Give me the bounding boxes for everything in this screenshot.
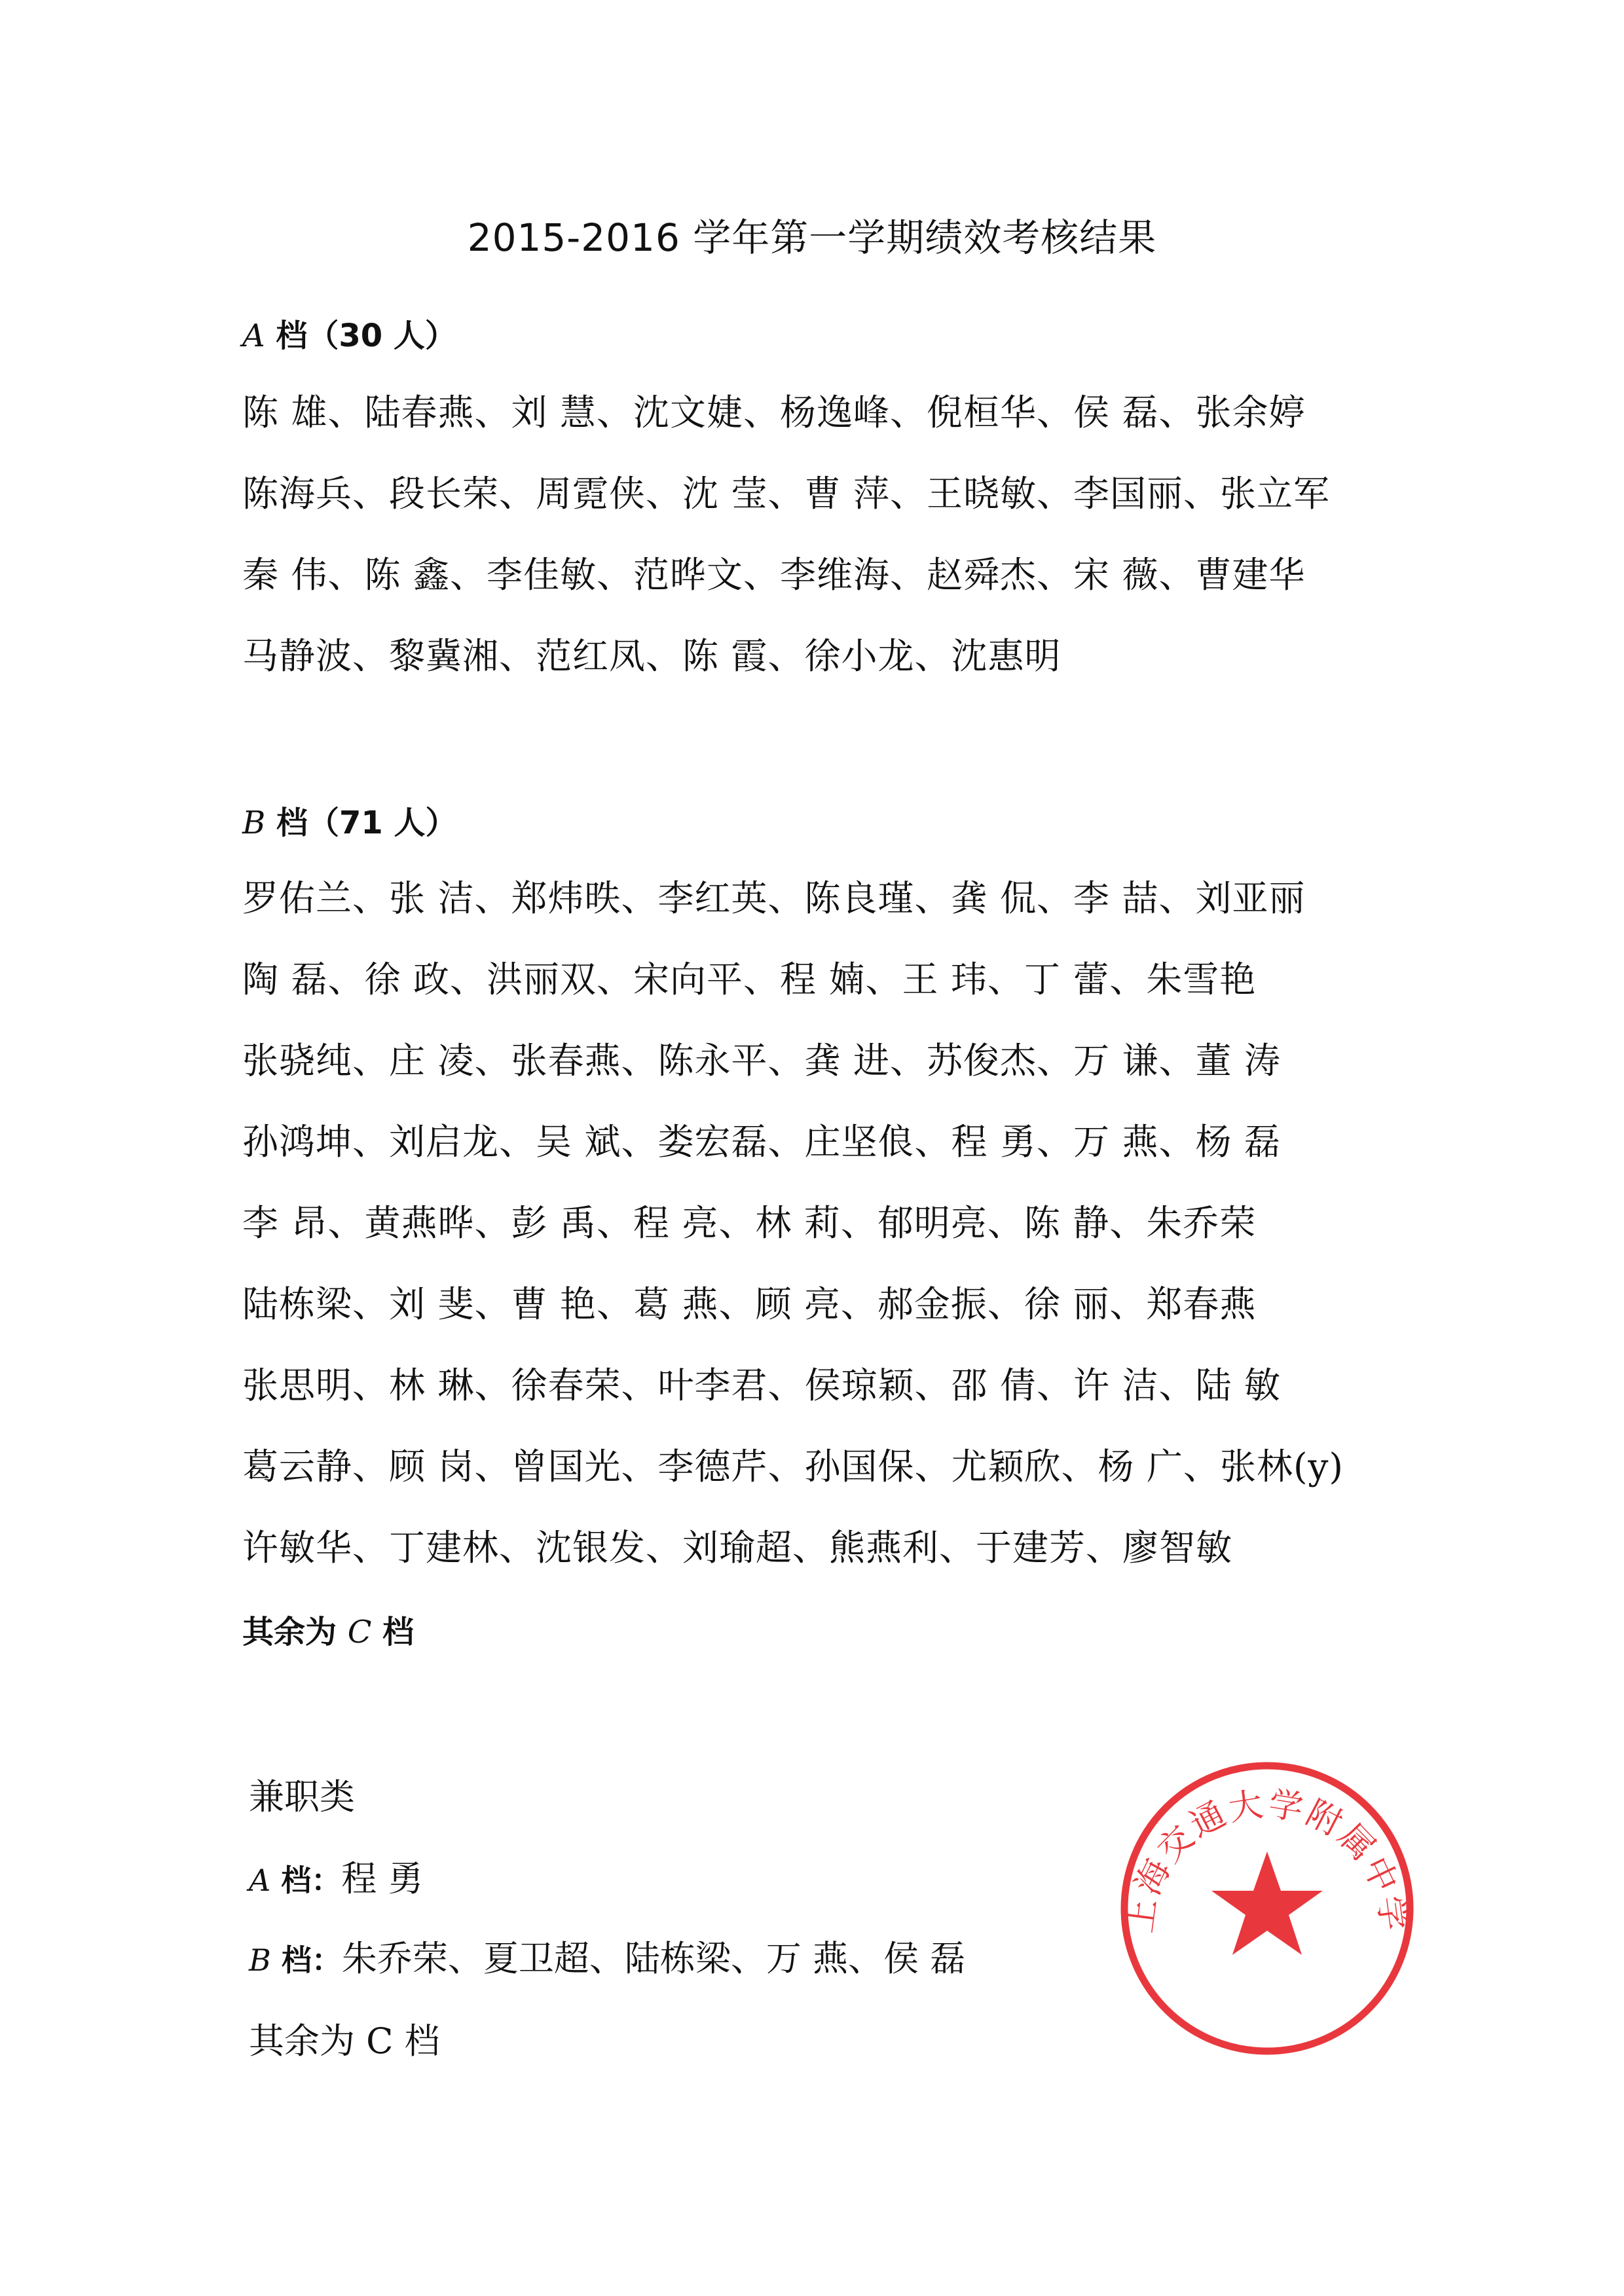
part-time-rest: 其余为 C 档 (249, 2020, 440, 2062)
rest-c-prefix: 其余为 (242, 1614, 348, 1650)
section-b-row: 孙鸿坤、刘启龙、吴 斌、娄宏磊、庄坚俍、程 勇、万 燕、杨 磊 (242, 1121, 1281, 1163)
part-time-a-line (249, 1853, 423, 1906)
part-time-b-label-text: 档： (270, 1942, 342, 1978)
part-time-b-letter: B (249, 1942, 271, 1978)
section-a-row: 陈海兵、段长荣、周霓侠、沈 莹、曹 萍、王晓敏、李国丽、张立军 (242, 473, 1330, 515)
section-a-heading (242, 313, 456, 359)
part-time-a-label (249, 1863, 341, 1898)
part-time-heading: 兼职类 (249, 1776, 355, 1817)
seal-star-icon (1211, 1851, 1323, 1955)
seal-text: 上海交通大学附属中学 (1120, 1784, 1414, 1935)
rest-c-letter: C (347, 1614, 372, 1650)
section-b-label: 档（71 人） (265, 805, 457, 841)
section-b-row: 陆栋梁、刘 斐、曹 艳、葛 燕、顾 亮、郝金振、徐 丽、郑春燕 (242, 1283, 1257, 1325)
section-b-names (242, 858, 1388, 1588)
section-a-letter: A (242, 318, 265, 354)
part-time-a-label-text: 档： (270, 1863, 342, 1898)
section-a-row: 马静波、黎冀湘、范红凤、陈 霞、徐小龙、沈惠明 (242, 635, 1061, 677)
section-b-row: 罗佑兰、张 洁、郑炜昳、李红英、陈良瑾、龚 侃、李 喆、刘亚丽 (242, 877, 1306, 919)
section-a-names (242, 372, 1388, 697)
part-time-a-letter: A (249, 1863, 271, 1898)
section-b-heading (242, 800, 457, 846)
part-time-b-label (249, 1942, 342, 1978)
section-a-label: 档（30 人） (265, 318, 456, 354)
section-a-row: 秦 伟、陈 鑫、李佳敏、范晔文、李维海、赵舜杰、宋 薇、曹建华 (242, 554, 1306, 596)
section-b-row: 许敏华、丁建林、沈银发、刘瑜超、熊燕利、于建芳、廖智敏 (242, 1527, 1233, 1569)
section-b-letter: B (242, 805, 266, 841)
section-a-row: 陈 雄、陆春燕、刘 慧、沈文婕、杨逸峰、倪桓华、侯 磊、张余婷 (242, 392, 1306, 433)
part-time-b-line (249, 1933, 965, 1986)
section-b-row: 张思明、林 琳、徐春荣、叶李君、侯琼颖、邵 倩、许 洁、陆 敏 (242, 1364, 1281, 1406)
rest-c-heading (242, 1609, 414, 1655)
part-time-b-names: 朱乔荣、夏卫超、陆栋梁、万 燕、侯 磊 (341, 1938, 966, 1979)
rest-c-suffix: 档 (371, 1614, 415, 1650)
section-b-row: 李 昂、黄燕晔、彭 禹、程 亮、林 莉、郁明亮、陈 静、朱乔荣 (242, 1202, 1257, 1244)
document-title: 2015-2016 学年第一学期绩效考核结果 (467, 215, 1157, 260)
section-b-row: 陶 磊、徐 政、洪丽双、宋向平、程 婻、王 玮、丁 蕾、朱雪艳 (242, 958, 1257, 1000)
section-b-row: 葛云静、顾 岗、曾国光、李德芹、孙国保、尤颖欣、杨 广、张林(y) (242, 1446, 1344, 1487)
school-seal-stamp (1113, 1755, 1421, 2062)
section-b-row: 张骁纯、庄 凌、张春燕、陈永平、龚 进、苏俊杰、万 谦、董 涛 (242, 1040, 1281, 1082)
part-time-a-names: 程 勇 (341, 1858, 424, 1899)
